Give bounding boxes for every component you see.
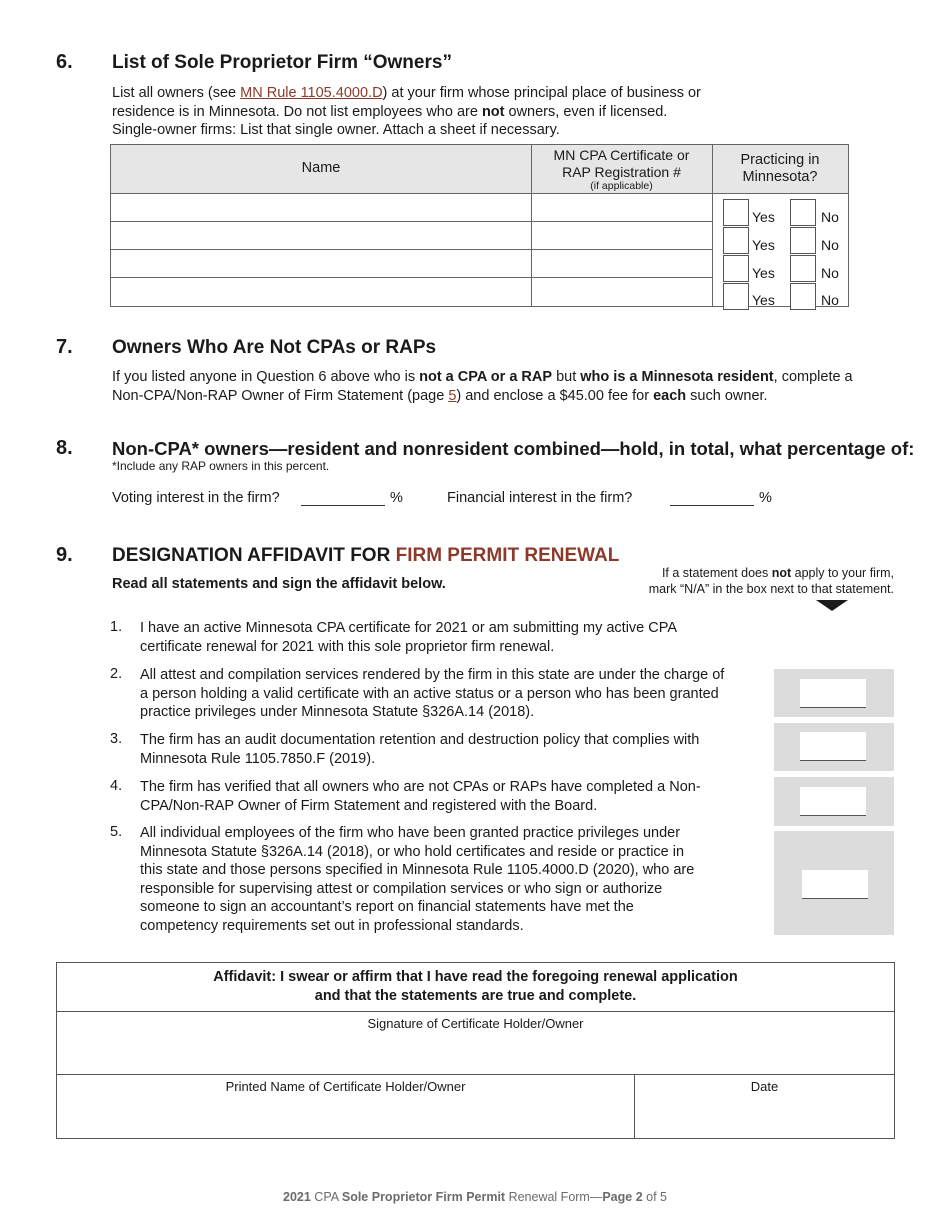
no-label: No bbox=[821, 265, 839, 281]
na-panel bbox=[774, 669, 894, 717]
section-9-instruction: Read all statements and sign the affidavit below. bbox=[112, 576, 446, 592]
percent-sign: % bbox=[390, 490, 403, 506]
section-8-note: *Include any RAP owners in this percent. bbox=[112, 459, 330, 473]
no-label: No bbox=[821, 209, 839, 225]
practicing-no-checkbox[interactable] bbox=[790, 283, 816, 310]
footer-year: 2021 bbox=[283, 1190, 311, 1204]
owner-name-input[interactable] bbox=[111, 222, 531, 249]
page-5-link[interactable]: 5 bbox=[448, 387, 457, 404]
col-header-name: Name bbox=[301, 160, 341, 176]
section-6-title: List of Sole Proprietor Firm “Owners” bbox=[112, 52, 452, 73]
signature-label: Signature of Certificate Holder/Owner bbox=[367, 1016, 584, 1031]
s7-bold: not a CPA or a RAP bbox=[419, 369, 553, 385]
s7-bold: who is a Minnesota resident bbox=[580, 369, 774, 385]
col-header-cert-line1: MN CPA Certificate or bbox=[553, 147, 690, 163]
affidavit-line: Affidavit: I swear or affirm that I have read the foregoing renewal application bbox=[213, 969, 738, 985]
owners-table bbox=[110, 144, 849, 307]
col-header-practicing-line1: Practicing in bbox=[740, 152, 820, 168]
s9-title-text: DESIGNATION AFFIDAVIT FOR bbox=[112, 545, 396, 566]
date-field[interactable] bbox=[635, 1075, 894, 1138]
section-6-number: 6. bbox=[56, 51, 73, 73]
practicing-yes-checkbox[interactable] bbox=[723, 227, 749, 254]
owner-cert-input[interactable] bbox=[532, 194, 712, 221]
owner-name-input[interactable] bbox=[111, 194, 531, 221]
intro-bold: not bbox=[481, 103, 505, 120]
down-arrow-icon bbox=[816, 600, 848, 611]
signature-field[interactable] bbox=[57, 1012, 894, 1074]
s7-bold: each bbox=[653, 387, 687, 404]
yes-label: Yes bbox=[752, 209, 775, 225]
footer-text: CPA bbox=[310, 1190, 342, 1204]
s7-text: If you listed anyone in Question 6 above who is bbox=[112, 369, 420, 385]
section-7-number: 7. bbox=[56, 336, 73, 358]
printed-name-label: Printed Name of Certificate Holder/Owner bbox=[225, 1079, 466, 1094]
practicing-no-checkbox[interactable] bbox=[790, 255, 816, 282]
section-9-number: 9. bbox=[56, 544, 73, 566]
financial-interest-underline bbox=[670, 505, 754, 506]
printed-name-field[interactable] bbox=[57, 1075, 634, 1138]
statement-text: All attest and compilation services rendered by the firm in this state are under the charge of a person holding a valid certificate with an active status or a person who has been granted practice privileges under Minnesota Statute §326A.14 (2018). bbox=[140, 667, 725, 720]
page-footer bbox=[0, 1190, 950, 1204]
practicing-no-checkbox[interactable] bbox=[790, 199, 816, 226]
footer-text: of 5 bbox=[642, 1190, 667, 1204]
section-9-title bbox=[112, 545, 619, 567]
na-input-box[interactable] bbox=[802, 870, 868, 899]
section-8-title bbox=[112, 438, 914, 460]
practicing-no-checkbox[interactable] bbox=[790, 227, 816, 254]
percent-sign: % bbox=[759, 490, 772, 506]
affidavit-statement bbox=[57, 968, 894, 1006]
col-header-cert-note: (if applicable) bbox=[590, 180, 653, 192]
financial-interest-label: Financial interest in the firm? bbox=[447, 490, 633, 506]
practicing-yes-checkbox[interactable] bbox=[723, 199, 749, 226]
s8-title-bold: in total bbox=[668, 438, 730, 459]
statement-number: 5. bbox=[110, 824, 123, 840]
s8-title-text: , what percentage of: bbox=[729, 438, 915, 459]
na-text: apply to your firm, bbox=[791, 566, 894, 580]
yes-label: Yes bbox=[752, 265, 775, 281]
affidavit-box bbox=[56, 962, 895, 1139]
s7-text: but bbox=[552, 369, 581, 385]
s7-text: such owner. bbox=[686, 387, 768, 404]
na-bold: not bbox=[771, 566, 792, 580]
statement-text: The firm has an audit documentation retention and destruction policy that complies with Minnesota Rule 1105.7850.F (2019). bbox=[140, 732, 700, 767]
col-header-cert-line2: RAP Registration # bbox=[562, 164, 681, 180]
owner-name-input[interactable] bbox=[111, 278, 531, 305]
s7-text: Non-CPA/Non-RAP Owner of Firm Statement (page bbox=[112, 387, 449, 404]
s8-title-text: Non-CPA* owners—resident and nonresident combined—hold, bbox=[112, 438, 669, 459]
statement-number: 3. bbox=[110, 731, 123, 747]
owner-cert-input[interactable] bbox=[532, 278, 712, 305]
owner-name-input[interactable] bbox=[111, 250, 531, 277]
column-divider bbox=[712, 145, 713, 306]
footer-form-name: Sole Proprietor Firm Permit bbox=[341, 1190, 506, 1204]
financial-interest-input[interactable] bbox=[670, 490, 754, 506]
yes-label: Yes bbox=[752, 237, 775, 253]
mn-rule-link[interactable]: MN Rule 1105.4000.D bbox=[240, 85, 383, 101]
s7-text: ) and enclose a $45.00 fee for bbox=[456, 387, 654, 404]
footer-page: Page 2 bbox=[602, 1190, 643, 1204]
section-7-text bbox=[112, 368, 912, 405]
affidavit-line: and that the statements are true and complete. bbox=[314, 988, 637, 1004]
na-input-box[interactable] bbox=[800, 787, 866, 816]
voting-interest-label: Voting interest in the firm? bbox=[112, 490, 280, 506]
voting-interest-input[interactable] bbox=[301, 490, 385, 506]
col-header-practicing-line2: Minnesota? bbox=[742, 169, 818, 185]
section-6-intro bbox=[112, 84, 832, 140]
date-label: Date bbox=[750, 1079, 779, 1094]
statement-number: 1. bbox=[110, 619, 123, 635]
voting-interest-underline bbox=[301, 505, 385, 506]
practicing-yes-checkbox[interactable] bbox=[723, 283, 749, 310]
owner-cert-input[interactable] bbox=[532, 250, 712, 277]
owner-cert-input[interactable] bbox=[532, 222, 712, 249]
yes-label: Yes bbox=[752, 292, 775, 308]
footer-text: Renewal Form— bbox=[505, 1190, 603, 1204]
col-header-cert bbox=[531, 147, 712, 192]
statement-text: The firm has verified that all owners who are not CPAs or RAPs have completed a Non-CPA/Non-RAP Owner of Firm Statement and registered with the Board. bbox=[140, 779, 701, 814]
statement-number: 4. bbox=[110, 778, 123, 794]
section-7-title: Owners Who Are Not CPAs or RAPs bbox=[112, 337, 437, 358]
intro-text: Single-owner firms: List that single owner. Attach a sheet if necessary. bbox=[112, 122, 560, 138]
na-panel bbox=[774, 831, 894, 935]
na-instruction bbox=[600, 565, 894, 597]
intro-text: residence is in Minnesota. Do not list employees who are bbox=[112, 103, 482, 120]
s7-text: , complete a bbox=[773, 369, 853, 385]
na-panel bbox=[774, 777, 894, 826]
col-header-practicing bbox=[712, 152, 848, 186]
na-input-box[interactable] bbox=[800, 679, 866, 708]
practicing-yes-checkbox[interactable] bbox=[723, 255, 749, 282]
section-8-number: 8. bbox=[56, 437, 73, 459]
intro-text: ) at your firm whose principal place of business or bbox=[382, 85, 701, 101]
na-text: mark “N/A” in the box next to that statement. bbox=[648, 582, 894, 596]
no-label: No bbox=[821, 237, 839, 253]
statement-text: All individual employees of the firm who have been granted practice privileges under Minnesota Statute §326A.14 (2018), or who hold certificates and reside or practice in this state and those persons specified in Minnesota Rule 1105.4000.D (2020), who are responsible for supervising attest or compilation services or who sign or authorize someone to sign an accountant’s report on financial statements have met the competency requirements set out in professional standards. bbox=[140, 825, 695, 934]
s9-title-accent: FIRM PERMIT RENEWAL bbox=[395, 545, 620, 566]
statement-number: 2. bbox=[110, 666, 123, 682]
intro-text: owners, even if licensed. bbox=[504, 103, 668, 120]
na-panel bbox=[774, 723, 894, 771]
na-input-box[interactable] bbox=[800, 732, 866, 761]
intro-text: List all owners (see bbox=[112, 85, 241, 101]
no-label: No bbox=[821, 292, 839, 308]
statement-text: I have an active Minnesota CPA certificate for 2021 or am submitting my active CPA certificate renewal for 2021 with this sole proprietor firm renewal. bbox=[140, 620, 677, 655]
na-text: If a statement does bbox=[661, 566, 772, 580]
